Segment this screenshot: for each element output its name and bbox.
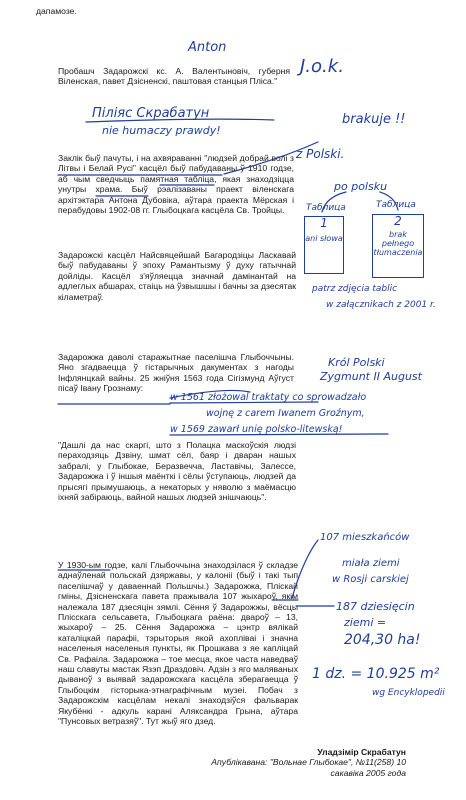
hand-w-zdjeciach: w załącznikach z 2001 r. xyxy=(326,300,436,310)
publication-note: Апублікавана: "Вольнае Глыбокае", №11(258) 10 сакавіка 2005 года xyxy=(211,757,406,778)
paragraph-6: У 1930-ым годзе, калі Глыбоччына знаходзілася ў складзе аднаўленай польскай дзяржавы, у калоніі (быў і такі тып паселішчаў у даваеннай Польшчы.) Задарожжа, Пліскай гміны, Дзісненскага павета пражывала 107 жыхароў, якім належала 187 дзесяцін зямлі. Сёння ў Задарожжы, вёсцы Плісскага сельсавета, Глыбоцкага раёна: двароў – 13, жыхароў – 25. Сёння Задарожжа – цэнтр вялікай каталіцкай парафіі, тэрыторыя якой ахопліваі і значна населеныя населеныя пункты, як Прошкава з яе капліцай Св. Рафаіла. Задарожжа – тое месца, якое часта наведваў наш славуты мастак Язэп Драздовіч. Адзін з яго маляваных дываноў з выявай задарожскага касцёла зберагаецца ў Глыбоцкім гісторыка-этнаграфічным музеі. Побач з Задарожскім касцёлам некалі знаходзіўся фальварак Якубёнкі - адкуль карані Аляксандра Грына, аўтара "Пунсовых ветразяў". Тут жыў яго дзед. xyxy=(58,560,298,727)
hand-tablica-2: Таблица xyxy=(376,200,416,210)
hand-brakuje: brakuje !! xyxy=(342,112,406,127)
hand-nie-humaczy: nie humaczy prawdy! xyxy=(102,124,221,137)
table-note-box-1 xyxy=(304,216,344,274)
hand-107: 107 mieszkańców xyxy=(320,532,410,543)
hand-krol: Król Polski xyxy=(328,356,385,369)
hand-patrz: patrz zdjęcia tablic xyxy=(312,284,398,294)
hand-dz: 1 dz. = 10.925 m² xyxy=(312,666,440,682)
top-fragment-text: дапамозе. xyxy=(36,6,77,16)
hand-rosji: w Rosji carskiej xyxy=(332,574,409,585)
hand-skrabatun: Піліяс Скрабатун xyxy=(92,106,210,121)
box-1-number: 1 xyxy=(320,216,328,230)
box-2-number: 2 xyxy=(394,214,402,228)
hand-1569: w 1569 zawarł unię polsko-litewską! xyxy=(170,424,343,435)
box-1-text: ani słowa xyxy=(305,234,343,243)
hand-ha: 204,30 ha! xyxy=(344,632,421,648)
hand-anton: Anton xyxy=(188,40,227,55)
hand-zygmunt: Zygmunt II August xyxy=(320,370,422,383)
hand-po-polsku: po polsku xyxy=(334,180,388,193)
author-name: Уладзімір Скрабатун xyxy=(317,747,406,757)
hand-jok: J.o.k. xyxy=(300,56,344,77)
paragraph-4: Задарожжа даволі старажытнае паселішча Глыбоччыны. Яно згадваецца ў гістарычных дакументах з нагоды Інфлянцкай вайны. 25 жніўня 1563 года Сігізмунд Аўгуст пісаў Івану Грознаму: xyxy=(58,352,294,394)
hand-encyklopedii: wg Encyklopedii xyxy=(372,688,445,698)
paragraph-1: Пробашч Задарожскі кс. А. Валентыновіч, губерня Віленская, павет Дзісненскі, паштовая станцыя Пліса." xyxy=(58,66,290,87)
hand-miala: miała ziemi xyxy=(342,558,400,569)
hand-187: 187 dziesięcin xyxy=(336,600,415,613)
box-2-text: brak pełnego tłumaczenia xyxy=(373,230,423,257)
hand-tablica-1: Таблица xyxy=(306,203,346,213)
hand-wojna: wojnę z carem Iwanem Groźnym, xyxy=(206,408,365,419)
hand-z-polski: z Polski. xyxy=(296,147,345,161)
hand-1561: w 1561 złożowal traktaty co sprowadzało xyxy=(170,392,367,403)
paragraph-5-quote: "Дашлі да нас скаргі, што з Полацка маскоўскія людзі пераходзяць Дзвіну, шмат сёл, баяр і дваран нашых забралі, у Глыбокае, Беразвечча, Ластавічы, Залессе, Задарожжа і ў іншыя маёнткі і сёлы ўступаюць, людзей да прысягі прымушаюць, а некаторых у няволю з маёмасцю іхняй забіраюць, вайной нашых людзей знішчаюць". xyxy=(58,440,296,503)
hand-ziemi: ziemi = xyxy=(344,616,387,629)
paragraph-2: Заклік быў пачуты, і на ахвяраванні "людзей добрай волі з Літвы і Белай Русі" касцёл быў пабудаваны ў 1910 годзе, аб чым сведчыць памятная табліца, якая знаходзіцца унутры храма. Быў рэалізаваны праект віленскага архітэктара Антона Дубовіка, аўтара праекта Мёрская і перабудовы 1902-08 гг. Глыбоцкага касцёла Св. Тройцы. xyxy=(58,153,294,216)
signature-block xyxy=(196,747,406,778)
table-note-box-2 xyxy=(372,214,424,278)
paragraph-3: Задарожскі касцёл Найсвяцейшай Багародзіцы Ласкавай быў пабудаваны ў эпоху Рамантызму ў духу гатычнай дойліды. Касцёл з'яўляецца значнай дамінантай на адлеглых абшарах, стаіць на ўзвышшы і бачны за дзесятак кіламетраў. xyxy=(58,250,296,302)
